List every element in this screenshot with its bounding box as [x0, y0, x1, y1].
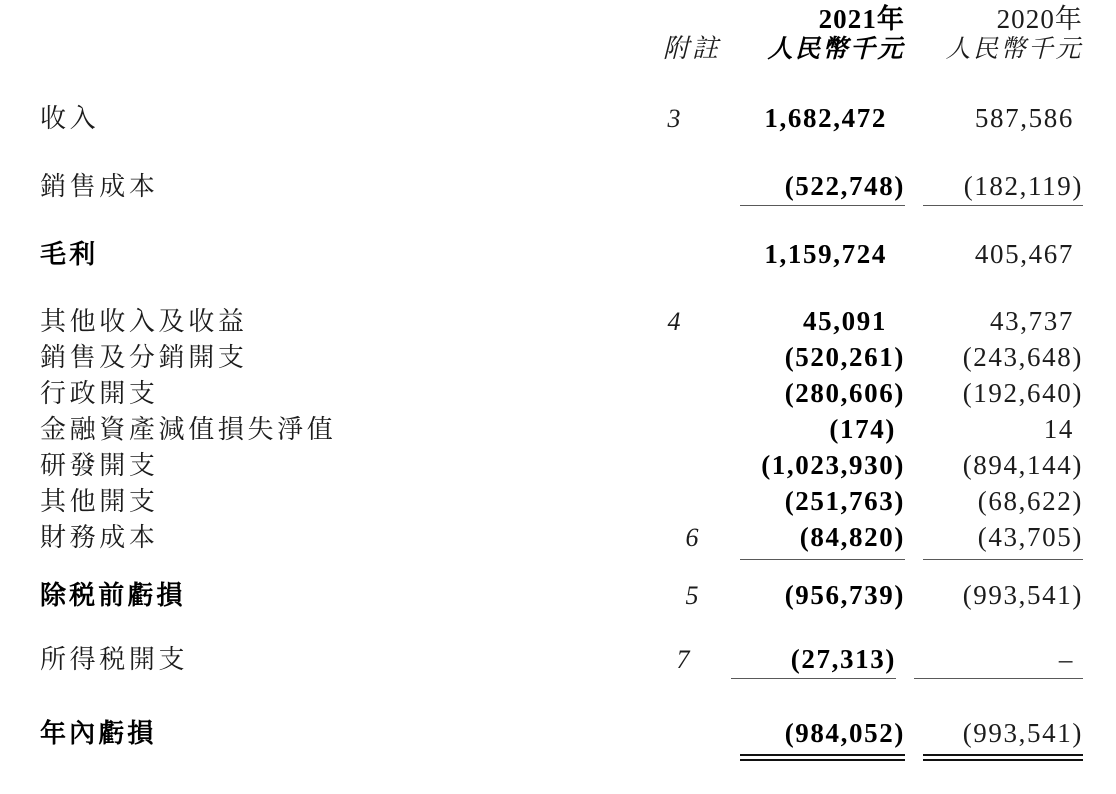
header-year-row: [40, 4, 1083, 34]
row-value-2020: (243,648): [962, 342, 1083, 372]
table-row: [40, 644, 1083, 674]
row-value-2021: (84,820): [740, 519, 905, 560]
row-note-ref: 6: [685, 523, 699, 552]
table-row: [40, 375, 1083, 411]
table-row: [40, 447, 1083, 483]
row-value-2020: (192,640): [962, 378, 1083, 408]
row-value-2020: (68,622): [977, 486, 1083, 516]
row-note-ref: 3: [667, 104, 681, 133]
row-group: [40, 580, 1083, 610]
row-label: 行政開支: [40, 379, 159, 408]
row-label: 毛利: [40, 239, 99, 269]
table-row: [40, 339, 1083, 375]
row-label: 研發開支: [40, 451, 159, 480]
row-value-2020: –: [914, 644, 1083, 679]
row-value-2021: (251,763): [784, 486, 905, 516]
row-value-2021: 1,159,724: [764, 239, 887, 269]
row-value-2020: 43,737: [990, 306, 1074, 336]
row-value-2020: 587,586: [974, 103, 1074, 133]
table-row: [40, 171, 1083, 201]
row-value-2020: (894,144): [962, 450, 1083, 480]
row-label: 銷售及分銷開支: [40, 343, 248, 372]
row-value-2021: (984,052): [740, 718, 905, 761]
row-note-ref: 4: [667, 307, 681, 336]
statement-body: [40, 103, 1083, 748]
table-row: [40, 483, 1083, 519]
row-value-2020: (43,705): [923, 519, 1083, 560]
row-label: 其他開支: [40, 487, 159, 516]
row-label: 銷售成本: [40, 172, 159, 201]
row-value-2020: (993,541): [962, 580, 1083, 610]
row-value-2020: 14: [1043, 414, 1074, 444]
row-label: 金融資產減值損失淨值: [40, 415, 337, 444]
row-group: [40, 303, 1083, 555]
row-value-2020: (993,541): [923, 718, 1083, 761]
row-value-2021: (1,023,930): [761, 450, 905, 480]
year-header-2021: 2021年: [818, 4, 905, 34]
row-label: 財務成本: [40, 523, 159, 552]
table-row: [40, 103, 1083, 133]
note-column-header: 附註: [662, 34, 722, 63]
row-label: 其他收入及收益: [40, 307, 248, 336]
row-label: 年內虧損: [40, 718, 157, 748]
row-label: 所得税開支: [40, 645, 189, 674]
table-header: [40, 4, 1083, 64]
row-group: [40, 171, 1083, 201]
table-row: [40, 580, 1083, 610]
row-value-2021: (174): [829, 414, 896, 444]
row-note-ref: 5: [685, 581, 699, 610]
row-value-2021: (27,313): [731, 644, 896, 679]
row-label: 除税前虧損: [40, 580, 186, 610]
row-value-2021: (280,606): [784, 378, 905, 408]
table-row: [40, 519, 1083, 555]
unit-header-2021: 人民幣千元: [767, 36, 905, 63]
unit-header-2020: 人民幣千元: [945, 36, 1083, 63]
header-unit-row: [40, 34, 1083, 64]
row-value-2021: (522,748): [740, 171, 905, 206]
row-value-2020: 405,467: [974, 239, 1074, 269]
table-row: [40, 239, 1083, 269]
row-value-2021: 1,682,472: [764, 103, 887, 133]
row-value-2021: (520,261): [784, 342, 905, 372]
row-value-2020: (182,119): [923, 171, 1083, 206]
row-value-2021: (956,739): [784, 580, 905, 610]
row-group: [40, 103, 1083, 133]
row-group: [40, 239, 1083, 269]
row-group: [40, 718, 1083, 748]
table-row: [40, 303, 1083, 339]
row-value-2021: 45,091: [803, 306, 887, 336]
table-row: [40, 411, 1083, 447]
table-row: [40, 718, 1083, 748]
row-label: 收入: [40, 104, 100, 133]
row-note-ref: 7: [676, 645, 690, 674]
row-group: [40, 644, 1083, 674]
year-header-2020: 2020年: [996, 4, 1083, 34]
